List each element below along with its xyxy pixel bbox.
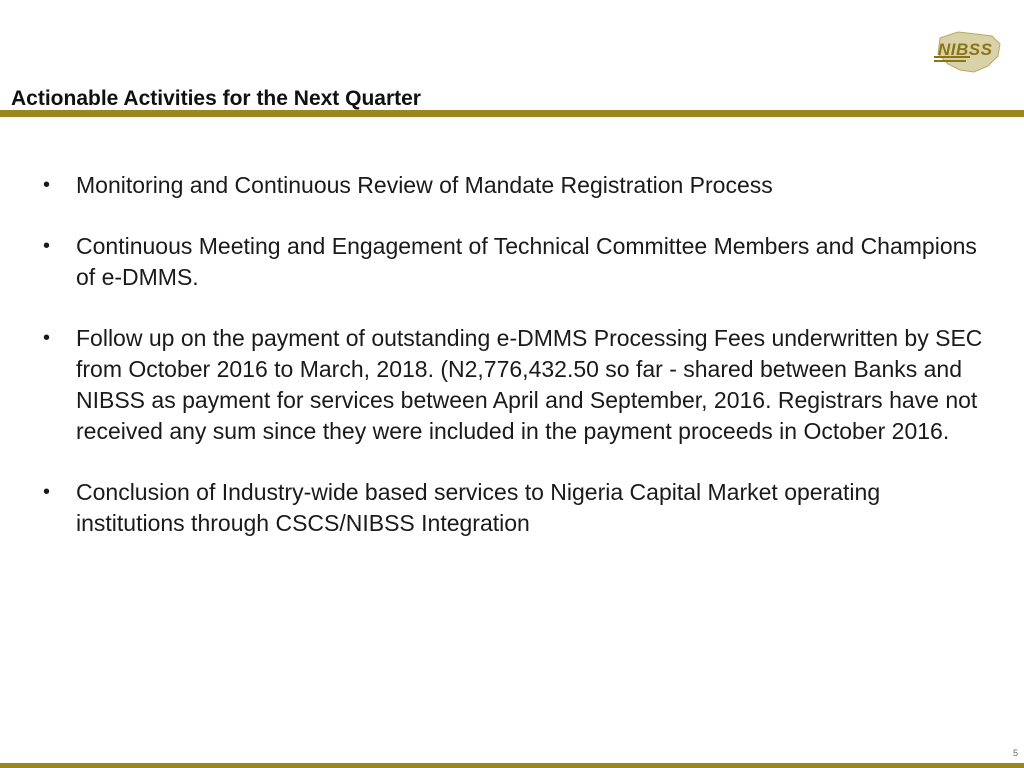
- bullet-item: [40, 323, 990, 447]
- bullet-item: [40, 477, 990, 539]
- title-divider: [0, 110, 1024, 117]
- bullet-text: Continuous Meeting and Engagement of Technical Committee Members and Champions of e-DMMS.: [76, 233, 977, 290]
- bullet-text: Monitoring and Continuous Review of Mandate Registration Process: [76, 172, 773, 198]
- bullet-icon: •: [43, 481, 51, 503]
- footer-divider: [0, 763, 1024, 768]
- page-number: 5: [1012, 748, 1018, 758]
- bullet-text: Follow up on the payment of outstanding e-DMMS Processing Fees underwritten by SEC from October 2016 to March, 2018. (N2,776,432.50 so far - shared between Banks and NIBSS as payment for services between April and September, 2016. Registrars have not received any sum since they were included in the payment proceeds in October 2016.: [76, 325, 983, 444]
- nibss-logo: [930, 30, 1006, 74]
- logo-wordmark: NIBSS: [938, 40, 993, 59]
- bullet-item: [40, 231, 990, 293]
- bullet-icon: •: [43, 327, 51, 349]
- bullet-item: [40, 170, 990, 201]
- bullet-list: [40, 170, 990, 569]
- slide-title: Actionable Activities for the Next Quarter: [11, 87, 421, 110]
- bullet-text: Conclusion of Industry-wide based services to Nigeria Capital Market operating institutions through CSCS/NIBSS Integration: [76, 479, 881, 536]
- bullet-icon: •: [43, 235, 51, 257]
- bullet-icon: •: [43, 174, 51, 196]
